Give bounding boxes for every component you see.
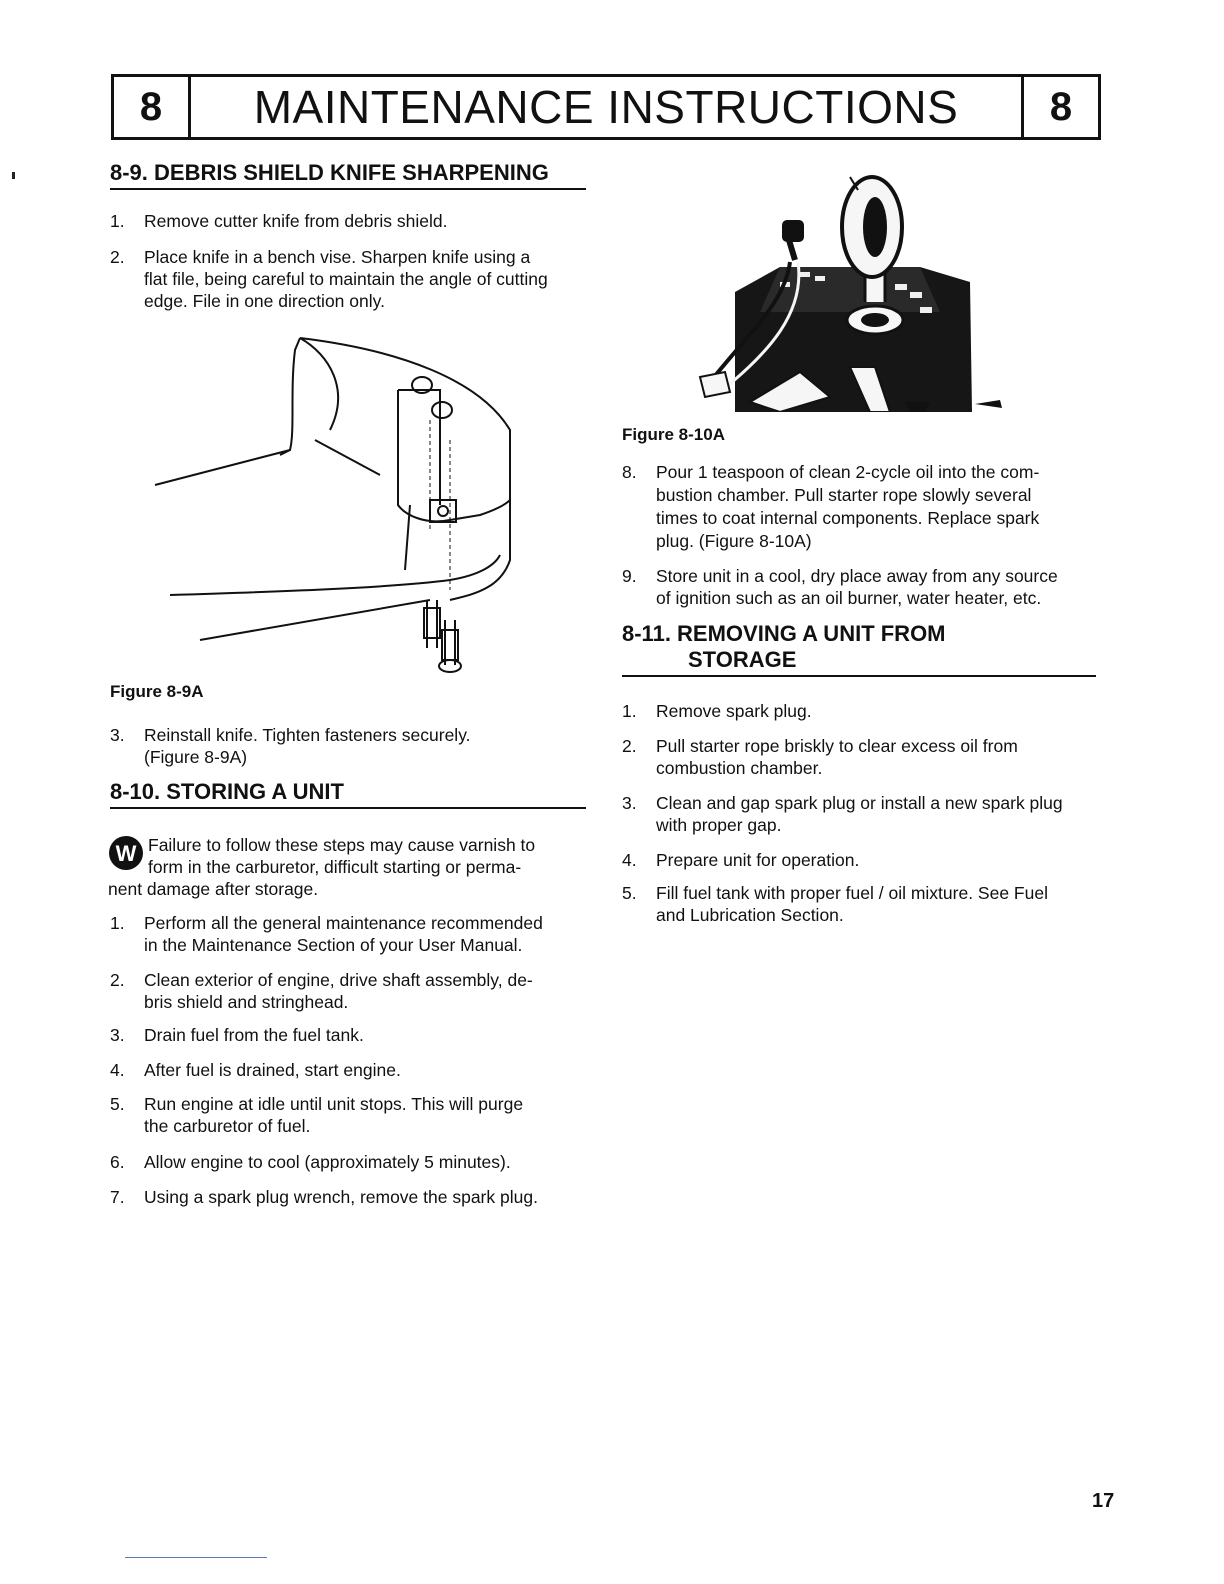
list-item: 3. Clean and gap spark plug or install a new spark plug with proper gap. [622, 793, 1063, 835]
chapter-number-right: 8 [1021, 77, 1098, 137]
page-number: 17 [1092, 1490, 1115, 1512]
section-heading-8-11: 8-11. REMOVING A UNIT FROM STORAGE [622, 621, 1096, 677]
page-title: MAINTENANCE INSTRUCTIONS [253, 81, 959, 133]
list-item: 2. Place knife in a bench vise. Sharpen knife using a flat file, being careful to maintain the angle of cutting edge. File in one direction only. [110, 247, 548, 311]
svg-text:W: W [115, 841, 137, 866]
list-item: 3. Reinstall knife. Tighten fasteners securely. (Figure 8-9A) [110, 725, 471, 767]
list-item: 1. Perform all the general maintenance recommended in the Maintenance Section of your User Manual. [110, 913, 543, 955]
figure-caption-8-10a: Figure 8-10A [622, 425, 725, 444]
warning-text-line-2: form in the carburetor, difficult starting or perma- [148, 857, 522, 877]
warning-text-line-3: nent damage after storage. [108, 879, 319, 899]
chapter-number-left: 8 [114, 77, 191, 137]
warning-icon [108, 835, 144, 871]
list-item: 5. Fill fuel tank with proper fuel / oil mixture. See Fuel and Lubrication Section. [622, 883, 1048, 925]
warning-text-line-1: Failure to follow these steps may cause varnish to [148, 835, 536, 855]
list-item: 2. Clean exterior of engine, drive shaft assembly, de- bris shield and stringhead. [110, 970, 533, 1012]
figure-caption-8-9a: Figure 8-9A [110, 682, 204, 701]
list-item: 9. Store unit in a cool, dry place away from any source of ignition such as an oil burner, water heater, etc. [622, 566, 1058, 608]
list-item: 2. Pull starter rope briskly to clear excess oil from combustion chamber. [622, 736, 1018, 778]
chapter-header [111, 74, 1101, 140]
section-heading-8-10: 8-10. STORING A UNIT [110, 779, 586, 809]
list-item: 8. Pour 1 teaspoon of clean 2-cycle oil into the com- bustion chamber. Pull starter rope slowly several times to coat internal components. Replace spark plug. (Figure 8-10A) [622, 462, 1040, 551]
section-heading-8-9: 8-9. DEBRIS SHIELD KNIFE SHARPENING [110, 160, 586, 190]
stray-mark [12, 172, 15, 179]
list-item: 5. Run engine at idle until unit stops. This will purge the carburetor of fuel. [110, 1094, 524, 1136]
engine-spark-plug-illustration [690, 172, 1020, 412]
footer-rule [125, 1557, 267, 1558]
debris-shield-illustration [150, 330, 530, 680]
